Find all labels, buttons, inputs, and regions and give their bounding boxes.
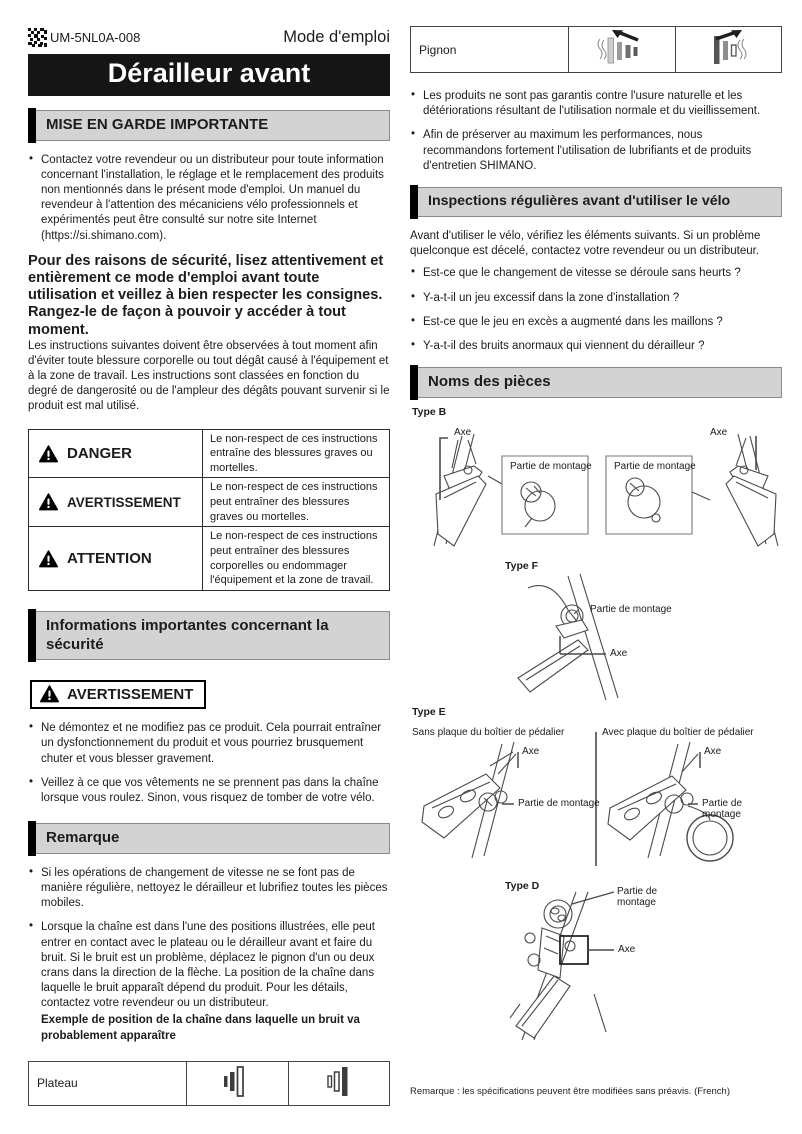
type-d-label: Type D — [505, 879, 540, 892]
safety-bold-paragraph: Pour des raisons de sécurité, lisez attentivement et entièrement ce mode d'emploi avant toute utilisation et veillez à bien respecter les consignes. Rangez-le de façon à pouvoir y accéder à tout moment. — [28, 252, 384, 338]
partie-de-montage-label: Partie de montage — [510, 460, 592, 472]
warning-triangle-icon — [39, 493, 58, 511]
derailleur-type-d-art — [410, 874, 782, 1044]
list-item: • Lorsque la chaîne est dans l'une des positions illustrées, elle peut entrer en contact avec le plateau ou le dérailleur avant et faire du bruit. Si le bruit est un problème, déplacez le pignon d'un ou deux crans dans la direction de la flèche. La position de la chaîne dans laquelle le bruit apparaît dépend du produit. Pour les détails, contactez votre revendeur ou un distributeur. Exemple de position de la chaîne dans laquelle un bruit va probablement apparaître — [28, 920, 390, 1043]
type-f-label: Type F — [505, 559, 539, 572]
axe-label: Axe — [610, 647, 628, 659]
list-item: • Ne démontez et ne modifiez pas ce produit. Cela pourrait entraîner un dysfonctionnement du produit et vous pourriez brusquement chuter et vous blesser gravement. — [28, 721, 390, 767]
axe-label: Axe — [522, 745, 540, 757]
inspections-bullets — [410, 266, 782, 354]
list-item: • Les produits ne sont pas garantis contre l'usure naturelle et les détériorations résultant de l'utilisation normale et du vieillissement. — [410, 89, 782, 119]
plateau-label: Plateau — [29, 1061, 187, 1105]
left-column — [28, 26, 390, 1106]
type-e-label: Type E — [412, 705, 446, 718]
diagram-type-d — [410, 874, 782, 1044]
type-e-right-caption: Avec plaque du boîtier de pédalier — [602, 726, 754, 738]
diagram-type-f — [410, 558, 782, 706]
inspections-intro: Avant d'utiliser le vélo, vérifiez les éléments suivants. Si un problème quelconque est décelé, contactez votre revendeur ou un distributeur. — [410, 229, 761, 257]
list-item: • Contactez votre revendeur ou un distributeur pour toute information concernant l'installation, le réglage et le remplacement des produits non mentionnés dans le présent mode d'emploi. Un manuel du revendeur à l'attention des mécaniciens vélo professionnels et expérimentés peut être consulté sur notre site Internet (https://si.shimano.com). — [28, 153, 390, 244]
doc-type-label: Mode d'emploi — [283, 27, 390, 46]
axe-label: Axe — [454, 426, 472, 438]
table-row — [411, 27, 782, 73]
section-heading-inspections: Inspections régulières avant d'utiliser le vélo — [410, 187, 782, 217]
axe-label: Axe — [704, 745, 722, 757]
type-e-left-caption: Sans plaque du boîtier de pédalier — [412, 726, 565, 738]
section-heading-informations-securite: Informations importantes concernant la sécurité — [28, 611, 390, 661]
table-row — [29, 527, 390, 591]
remarque-bullets — [28, 866, 390, 1044]
list-item: • Si les opérations de changement de vitesse ne se font pas de manière régulière, nettoyez le dérailleur et lubrifiez toutes les pièces mobiles. — [28, 866, 390, 912]
axe-label: Axe — [618, 943, 636, 955]
hazard-label: AVERTISSEMENT — [67, 494, 181, 510]
table-row — [29, 478, 390, 527]
pignon-table — [410, 26, 782, 73]
noise-example-note: Exemple de position de la chaîne dans laquelle un bruit va probablement apparaître — [41, 1014, 360, 1042]
warning-triangle-icon — [39, 445, 58, 463]
table-row — [29, 1061, 390, 1105]
list-item: • Y-a-t-il un jeu excessif dans la zone d'installation ? — [410, 291, 782, 306]
hazard-levels-table — [28, 429, 390, 591]
warning-triangle-icon — [39, 550, 58, 568]
section-heading-remarque: Remarque — [28, 823, 390, 854]
hazard-label: DANGER — [67, 445, 133, 462]
avertissement-label: AVERTISSEMENT — [67, 685, 194, 703]
safety-bullets — [28, 721, 390, 806]
important-notice-bullets — [28, 153, 390, 244]
diagram-type-b — [410, 406, 782, 558]
right-column — [410, 26, 782, 1044]
hazard-description: Le non-respect de ces instructions peut entraîner des blessures graves ou mortelles. — [203, 478, 390, 527]
list-item: • Afin de préserver au maximum les performances, nous recommandons fortement l'utilisation de lubrifiants et de produits d'entretien SHIMANO. — [410, 128, 782, 174]
plateau-table — [28, 1061, 390, 1106]
list-item: • Est-ce que le changement de vitesse se déroule sans heurts ? — [410, 266, 782, 281]
section-heading-noms-des-pieces: Noms des pièces — [410, 367, 782, 398]
hazard-description: Le non-respect de ces instructions peut entraîner des blessures corporelles ou endommager l'équipement et la zone de travail. — [203, 527, 390, 591]
type-b-label: Type B — [412, 405, 447, 418]
list-item: • Veillez à ce que vos vêtements ne se prennent pas dans la chaîne lorsque vous roulez. Sinon, vous risquez de tomber de votre vélo. — [28, 776, 390, 806]
warning-triangle-icon — [40, 685, 59, 703]
general-notes-bullets — [410, 89, 782, 174]
page-title: Dérailleur avant — [28, 54, 390, 96]
table-row — [29, 429, 390, 478]
sprocket-shift-toward-large-icon — [586, 27, 658, 67]
diagram-type-e — [410, 706, 782, 874]
document-header — [28, 26, 390, 48]
partie-de-montage-label: Partie de montage — [590, 603, 672, 615]
datamatrix-code-icon — [28, 28, 47, 47]
partie-de-montage-label: Partie de montage — [702, 797, 743, 821]
pignon-label: Pignon — [411, 27, 569, 73]
hazard-label: ATTENTION — [67, 550, 152, 568]
list-item: • Est-ce que le jeu en excès a augmenté dans les maillons ? — [410, 315, 782, 330]
derailleur-type-f-art — [410, 558, 782, 706]
hazard-description: Le non-respect de ces instructions entraîne des blessures graves ou mortelles. — [203, 429, 390, 478]
partie-de-montage-label: Partie de montage — [617, 885, 658, 909]
sprocket-shift-toward-small-icon — [692, 27, 764, 67]
doc-code: UM-5NL0A-008 — [50, 29, 141, 45]
chainring-position-outer-noise-icon — [213, 1062, 261, 1100]
section-heading-mise-en-garde: MISE EN GARDE IMPORTANTE — [28, 110, 390, 141]
chainring-position-inner-noise-icon — [315, 1062, 363, 1100]
partie-de-montage-label: Partie de montage — [518, 797, 600, 809]
partie-de-montage-label: Partie de montage — [614, 460, 696, 472]
instructions-paragraph: Les instructions suivantes doivent être observées à tout moment afin d'éviter toute blessure corporelle ou tout dégât causé à l'équipement et à la zone de travail. Les instructions sont classées en fonction du degré de dangerosité ou de l'ampleur des dégâts pouvant survenir si le produit est mal utilisé. — [28, 339, 390, 412]
list-item: • Y-a-t-il des bruits anormaux qui viennent du dérailleur ? — [410, 339, 782, 354]
footer-note: Remarque : les spécifications peuvent être modifiées sans préavis. (French) — [410, 1086, 730, 1097]
avertissement-box — [30, 680, 206, 709]
axe-label: Axe — [710, 426, 728, 438]
